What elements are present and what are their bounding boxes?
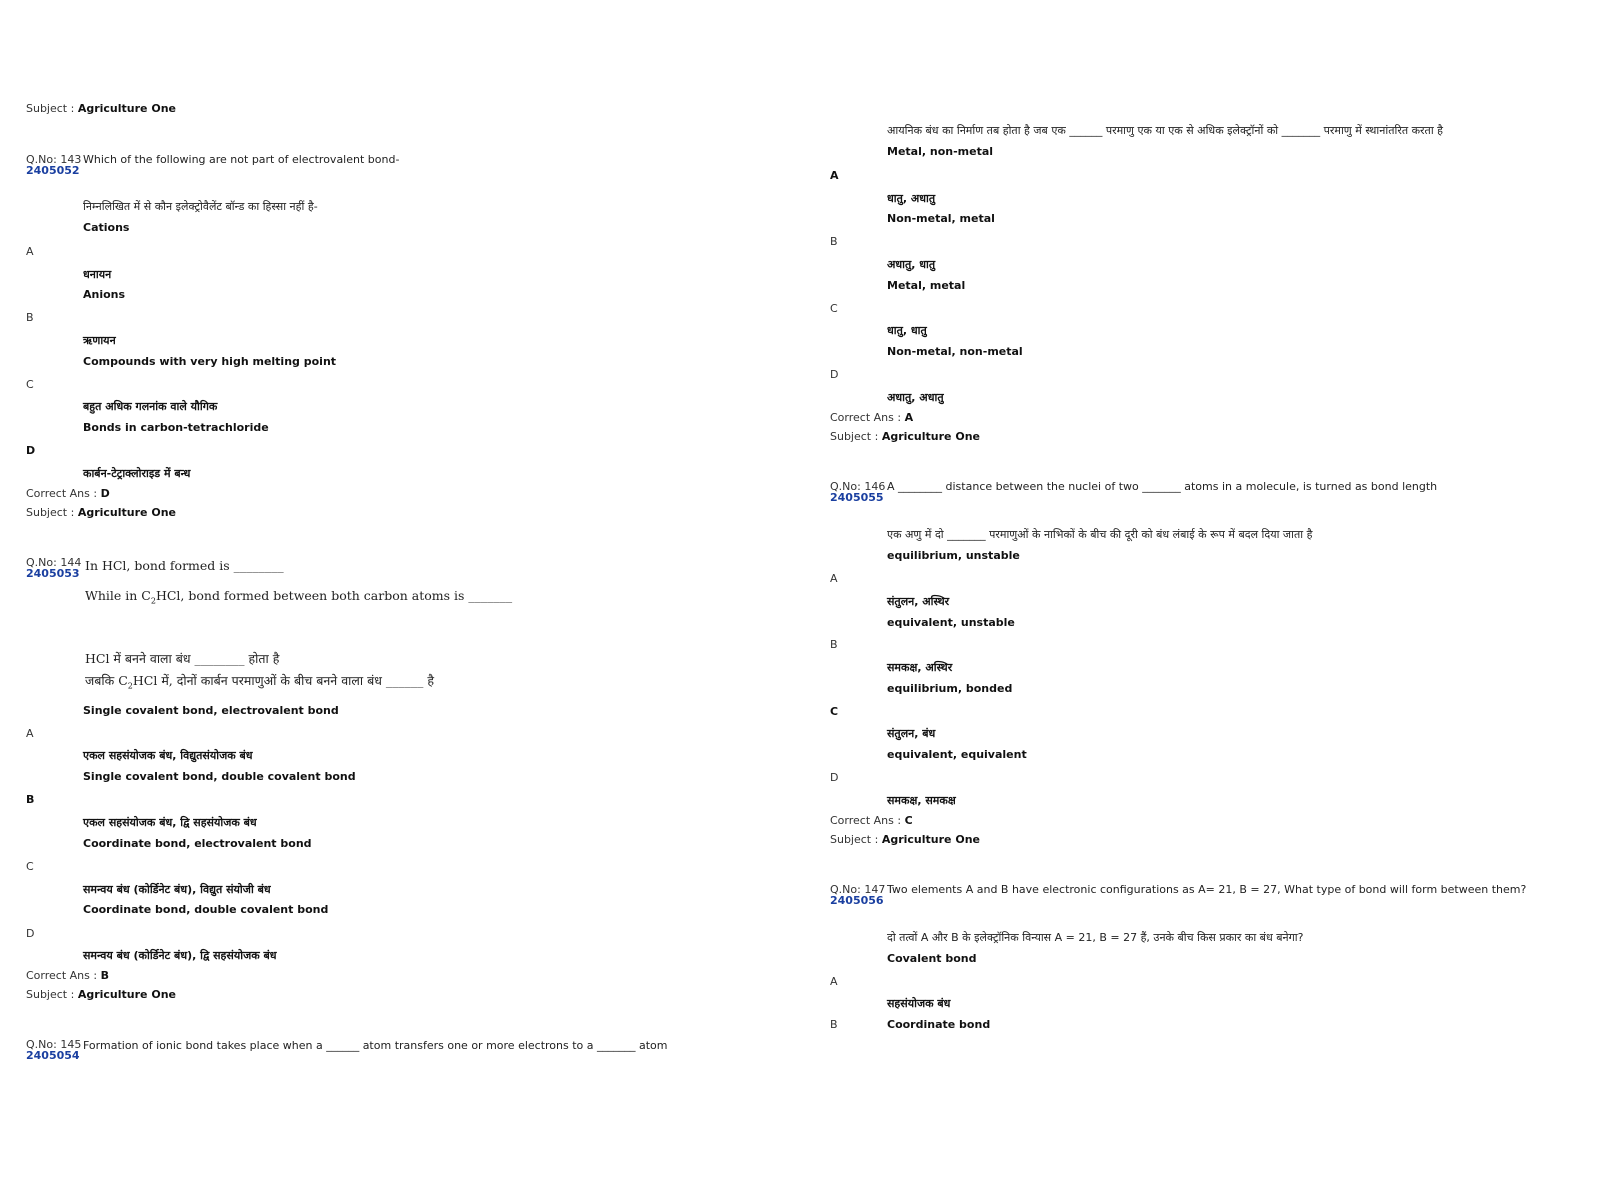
option-b-letter: B xyxy=(26,311,34,324)
option-a-letter: A xyxy=(830,572,838,585)
option-c-hi: संतुलन, बंध xyxy=(887,727,936,740)
subject-label: Subject : xyxy=(26,506,75,519)
question-number: Q.No: 143 xyxy=(26,153,82,166)
subject-label: Subject : xyxy=(830,430,879,443)
question-text-hi-line1: HCl में बनने वाला बंध ________ होता है xyxy=(85,651,280,666)
question-id: 2405053 xyxy=(26,567,80,580)
option-b-letter: B xyxy=(830,1018,838,1031)
option-b-hi: ऋणायन xyxy=(83,334,116,347)
question-text-hi: दो तत्वों A और B के इलेक्ट्रॉनिक विन्यास A = 21, B = 27 हैं, उनके बीच किस प्रकार का बंध बनेगा? xyxy=(887,931,1304,944)
option-d-en: Bonds in carbon-tetrachloride xyxy=(83,421,269,434)
subject-value: Agriculture One xyxy=(77,988,176,1001)
option-c-en: Compounds with very high melting point xyxy=(83,355,337,368)
option-a-en: Cations xyxy=(83,221,130,234)
option-d-hi: समन्वय बंध (कोर्डिनेट बंध), द्वि सहसंयोजक बंध xyxy=(83,949,277,962)
option-c-letter: C xyxy=(830,705,839,718)
correct-answer-value: A xyxy=(904,411,914,424)
option-b-en: Non-metal, metal xyxy=(887,212,995,225)
option-c-hi: बहुत अधिक गलनांक वाले यौगिक xyxy=(83,400,218,413)
question-number: Q.No: 144 xyxy=(26,556,82,569)
correct-answer-label: Correct Ans : xyxy=(830,411,902,424)
question-number: Q.No: 146 xyxy=(830,480,886,493)
option-b-letter: B xyxy=(830,638,838,651)
option-c-letter: C xyxy=(26,378,34,391)
option-d-letter: D xyxy=(830,771,839,784)
correct-answer-value: D xyxy=(100,487,110,500)
subject-value: Agriculture One xyxy=(881,430,980,443)
option-a-hi: धनायन xyxy=(83,268,112,281)
correct-answer xyxy=(830,411,913,424)
subject-value: Agriculture One xyxy=(77,506,176,519)
option-a-en: Metal, non-metal xyxy=(887,145,994,158)
option-d-en: equivalent, equivalent xyxy=(887,748,1027,761)
option-b-en: equivalent, unstable xyxy=(887,616,1015,629)
question-number: Q.No: 145 xyxy=(26,1038,82,1051)
option-c-en: Coordinate bond, electrovalent bond xyxy=(83,837,312,850)
option-d-hi: कार्बन-टेट्राक्लोराइड में बन्ध xyxy=(83,467,191,480)
option-d-en: Coordinate bond, double covalent bond xyxy=(83,903,329,916)
question-id: 2405055 xyxy=(830,491,884,504)
option-d-hi: समकक्ष, समकक्ष xyxy=(887,794,956,807)
question-text-en: A ________ distance between the nuclei of two _______ atoms in a molecule, is turned as bond length xyxy=(887,480,1438,493)
question-text-en: Which of the following are not part of electrovalent bond- xyxy=(83,153,400,166)
question-id: 2405054 xyxy=(26,1049,80,1062)
option-b-letter: B xyxy=(26,793,35,806)
option-a-hi: सहसंयोजक बंध xyxy=(887,997,951,1010)
option-b-hi: एकल सहसंयोजक बंध, द्वि सहसंयोजक बंध xyxy=(83,816,257,829)
option-d-letter: D xyxy=(830,368,839,381)
option-a-hi: धातु, अधातु xyxy=(887,192,936,205)
option-b-hi: अधातु, धातु xyxy=(887,258,936,271)
option-a-letter: A xyxy=(830,169,839,182)
option-b-en: Coordinate bond xyxy=(887,1018,991,1031)
correct-answer-value: B xyxy=(100,969,109,982)
question-text-en: Formation of ionic bond takes place when a ______ atom transfers one or more electrons to a _______ atom xyxy=(83,1039,668,1052)
correct-answer xyxy=(26,969,109,982)
option-a-en: Single covalent bond, electrovalent bond xyxy=(83,704,339,717)
question-text-hi: आयनिक बंध का निर्माण तब होता है जब एक ______ परमाणु एक या एक से अधिक इलेक्ट्रॉनों को _______ परमाणु में स्थानांतरित करता है xyxy=(887,124,1444,137)
question-id: 2405052 xyxy=(26,164,80,177)
question-text-en-line2: While in $C_2HCl$, bond formed between both carbon atoms is _______ xyxy=(85,588,513,606)
option-a-en: equilibrium, unstable xyxy=(887,549,1020,562)
option-d-en: Non-metal, non-metal xyxy=(887,345,1023,358)
option-c-en: Metal, metal xyxy=(887,279,966,292)
option-d-hi: अधातु, अधातु xyxy=(887,391,944,404)
question-text-hi: एक अणु में दो _______ परमाणुओं के नाभिकों के बीच की दूरी को बंध लंबाई के रूप में बदल दिया जाता है xyxy=(887,528,1313,541)
correct-answer xyxy=(26,487,110,500)
subject-label: Subject : xyxy=(830,833,879,846)
option-a-letter: A xyxy=(26,727,34,740)
subject-label: Subject : xyxy=(26,102,75,115)
correct-answer-value: C xyxy=(904,814,913,827)
option-c-letter: C xyxy=(830,302,838,315)
correct-answer-label: Correct Ans : xyxy=(830,814,902,827)
option-d-letter: D xyxy=(26,444,36,457)
option-c-en: equilibrium, bonded xyxy=(887,682,1013,695)
subject-line xyxy=(830,833,980,846)
question-id: 2405056 xyxy=(830,894,884,907)
subject-value: Agriculture One xyxy=(881,833,980,846)
question-text-en: Two elements A and B have electronic configurations as A= 21, B = 27, What type of bond will form between them? xyxy=(887,883,1527,896)
option-a-en: Covalent bond xyxy=(887,952,977,965)
option-a-hi: एकल सहसंयोजक बंध, विद्युतसंयोजक बंध xyxy=(83,749,253,762)
option-c-letter: C xyxy=(26,860,34,873)
option-b-en: Anions xyxy=(83,288,126,301)
question-number: Q.No: 147 xyxy=(830,883,886,896)
option-d-letter: D xyxy=(26,927,35,940)
option-c-hi: समन्वय बंध (कोर्डिनेट बंध), विद्युत संयोजी बंध xyxy=(83,883,271,896)
option-b-letter: B xyxy=(830,235,838,248)
option-b-en: Single covalent bond, double covalent bond xyxy=(83,770,356,783)
option-a-hi: संतुलन, अस्थिर xyxy=(887,595,950,608)
subject-line xyxy=(830,430,980,443)
subject-value: Agriculture One xyxy=(77,102,176,115)
option-a-letter: A xyxy=(830,975,838,988)
question-text-hi: निम्नलिखित में से कौन इलेक्ट्रोवैलेंट बॉन्ड का हिस्सा नहीं है- xyxy=(83,200,318,213)
option-b-hi: समकक्ष, अस्थिर xyxy=(887,661,953,674)
option-c-hi: धातु, धातु xyxy=(887,324,927,337)
subject-line xyxy=(26,102,176,115)
subject-line xyxy=(26,506,176,519)
question-text-hi-line2: जबकि $C_2HCl$ में, दोनों कार्बन परमाणुओं के बीच बनने वाला बंध ______ है xyxy=(85,673,434,691)
correct-answer xyxy=(830,814,913,827)
correct-answer-label: Correct Ans : xyxy=(26,487,98,500)
option-a-letter: A xyxy=(26,245,34,258)
subject-line xyxy=(26,988,176,1001)
question-text-en-line1: In HCl, bond formed is ________ xyxy=(85,558,284,573)
correct-answer-label: Correct Ans : xyxy=(26,969,98,982)
subject-label: Subject : xyxy=(26,988,75,1001)
